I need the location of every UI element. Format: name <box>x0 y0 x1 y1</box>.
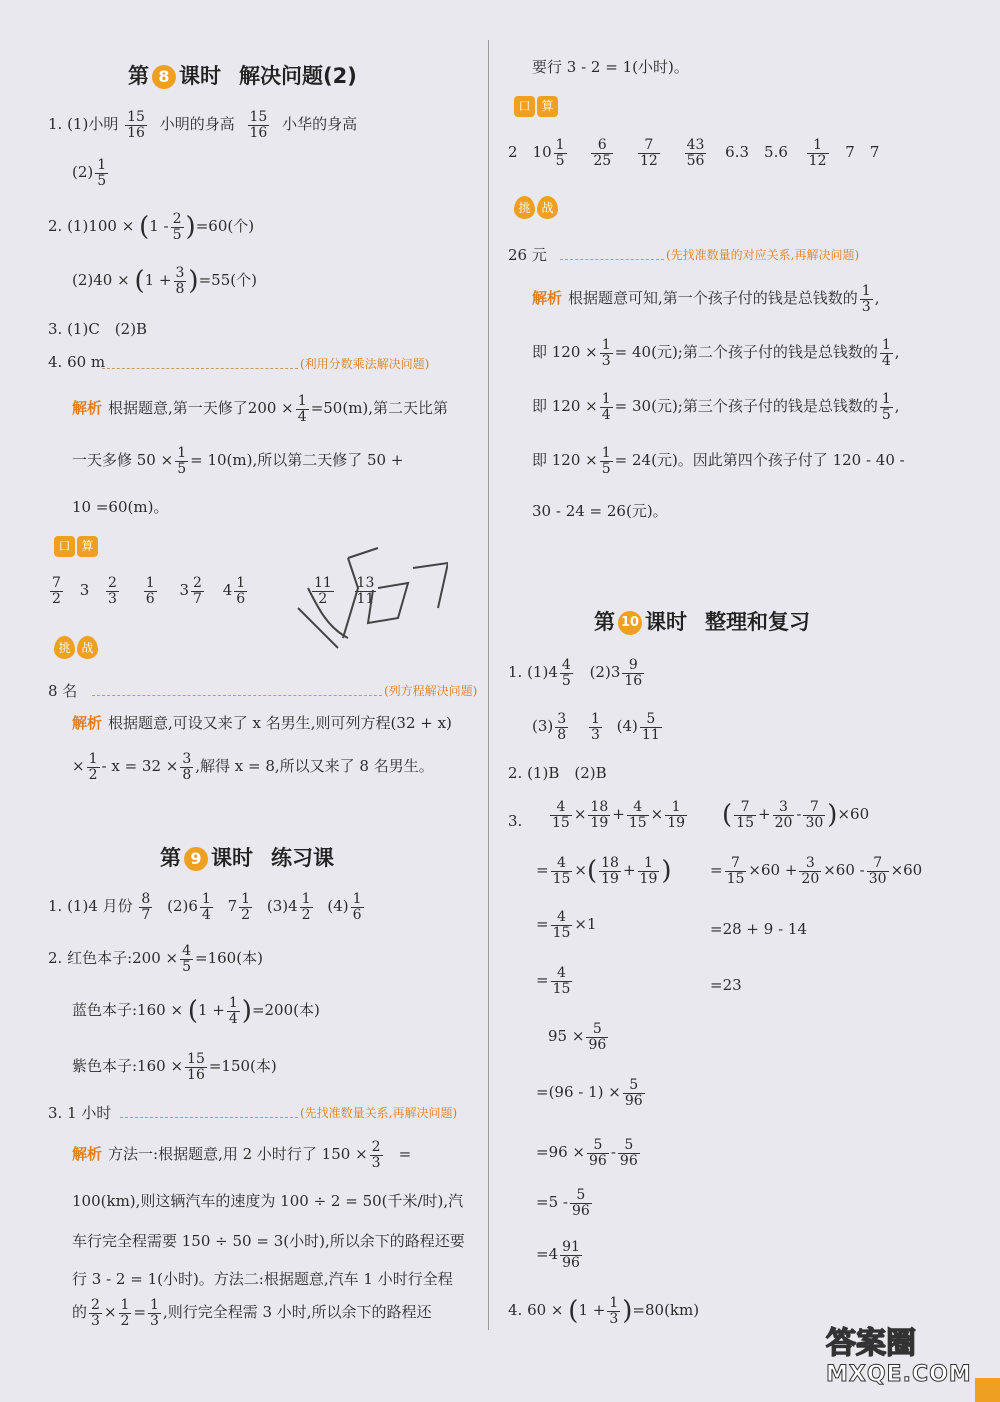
l10-expr2-left: = $\frac{4}{15}$ ×( $\frac{18}{19}$ + $\frac{1}{19}$ ) <box>536 855 672 887</box>
l10-expr8: =5 - $\frac{5}{96}$ <box>536 1187 590 1219</box>
rt-tz-hint: (先找准数量的对应关系,再解决问题) <box>666 248 860 262</box>
l10-expr1-right: ( $\frac{7}{15}$ + $\frac{3}{20}$ - $\frac{7}{30}$ )×60 <box>722 799 870 831</box>
l8-q4-line2: 一天多修 50 × $\frac{1}{5}$ = 10(m),所以第二天修了 50 + <box>72 445 404 477</box>
l8-tz-answer: 8 名 <box>48 682 78 700</box>
l9-q3: 3. 1 小时 <box>48 1104 112 1122</box>
l9-q3-line3: 车行完全程需要 150 ÷ 50 = 3(小时),所以余下的路程还要 <box>72 1232 465 1250</box>
lesson9-heading: 第 9 课时 练习课 <box>160 846 334 870</box>
l10-q2: 2. (1)B (2)B <box>508 764 607 782</box>
l10-expr4-left: = $\frac{4}{15}$ <box>536 965 571 997</box>
l10-q1b: (3) $\frac{3}{8}$ $\frac{1}{3}$ (4) $\frac{5}{11}$ <box>532 711 660 743</box>
l8-q4-line3: 10 =60(m)。 <box>72 498 169 516</box>
heading-prefix: 第 <box>128 64 149 88</box>
tiaozhan-badge-2: 挑 战 <box>514 196 558 219</box>
l10-expr7: =96 × $\frac{5}{96}$ - $\frac{5}{96}$ <box>536 1137 638 1169</box>
l10-expr3-left: = $\frac{4}{15}$ ×1 <box>536 909 597 941</box>
l8-q3: 3. (1)C (2)B <box>48 320 148 338</box>
l8-q4-line1: 解析 根据题意,第一天修了200 × $\frac{1}{4}$ =50(m),第二天比第 <box>72 393 449 425</box>
handwriting-scribble <box>248 528 448 678</box>
l10-expr6: =(96 - 1) × $\frac{5}{96}$ <box>536 1077 643 1109</box>
l10-expr2-right: = $\frac{7}{15}$ ×60 + $\frac{3}{20}$ ×60 - $\frac{7}{30}$ ×60 <box>710 855 923 887</box>
l10-q4: 4. 60 × (1 + $\frac{1}{3}$ )=80(km) <box>508 1295 700 1327</box>
l10-q3-label: 3. <box>508 812 523 830</box>
column-divider <box>488 40 489 1330</box>
l8-tz-hint: (列方程解决问题) <box>384 684 478 698</box>
l10-expr9: =4 $\frac{91}{96}$ <box>536 1239 580 1271</box>
l8-q1b: (2) $\frac{1}{5}$ <box>72 157 107 189</box>
l9-q3-line5: 的 $\frac{2}{3}$ × $\frac{1}{2}$ = $\frac{1}{3}$ ,则行完全程需 3 小时,所以余下的路程还 <box>72 1297 432 1329</box>
page-corner-tab <box>975 1378 1000 1402</box>
l9-q1: 1. (1)4 月份 $\frac{8}{7}$ (2)6 $\frac{1}{4}$ 7 $\frac{1}{2}$ (3)4 $\frac{1}{2}$ (4) $\frac{1}{6}$ <box>48 891 362 923</box>
l8-tz-line1: 解析 根据题意,可设又来了 x 名男生,则可列方程(32 + x) <box>72 714 452 732</box>
rt-tz-answer: 26 元 <box>508 246 547 264</box>
l8-q4: 4. 60 m <box>48 353 106 371</box>
l10-expr4-right: =23 <box>710 976 742 994</box>
l8-q4-hint: (利用分数乘法解决问题) <box>300 357 430 371</box>
l10-q1a: 1. (1)4 $\frac{4}{5}$ (2)3 $\frac{9}{16}$ <box>508 657 643 689</box>
l8-q1a: 1. (1)小明 $\frac{15}{16}$ 小明的身高 $\frac{15}{16}$ 小华的身高 <box>48 109 358 141</box>
rt-line2: 即 120 × $\frac{1}{3}$ = 40(元);第二个孩子付的钱是总钱数的 $\frac{1}{4}$ , <box>532 337 900 369</box>
lesson8-title: 解决问题(2) <box>239 64 357 88</box>
lesson-number-badge: 8 <box>152 65 176 89</box>
l10-expr5: 95 × $\frac{5}{96}$ <box>548 1021 607 1053</box>
rt-kousuan-answers: 2 10 $\frac{1}{5}$ $\frac{6}{25}$ $\frac{7}{12}$ $\frac{43}{56}$ 6.3 5.6 $\frac{1}{12}$ 7 7 <box>508 137 880 169</box>
l9-q3-line4: 行 3 - 2 = 1(小时)。方法二:根据题意,汽车 1 小时行全程 <box>72 1270 453 1288</box>
l8-q2a: 2. (1)100 × (1 - $\frac{2}{5}$ )=60(个) <box>48 211 255 243</box>
kousuan-badge-2: 口 算 <box>514 96 558 117</box>
l8-tz-line2: × $\frac{1}{2}$ - x = 32 × $\frac{3}{8}$ ,解得 x = 8,所以又来了 8 名男生。 <box>72 751 434 783</box>
l9-q3-hint: (先找准数量关系,再解决问题) <box>300 1106 458 1120</box>
tiaozhan-badge: 挑 战 <box>54 636 98 659</box>
l9-q3-line2: 100(km),则这辆汽车的速度为 100 ÷ 2 = 50(千米/时),汽 <box>72 1192 464 1210</box>
rt-line1: 解析 根据题意可知,第一个孩子付的钱是总钱数的 $\frac{1}{3}$ , <box>532 283 880 315</box>
rt-line3: 即 120 × $\frac{1}{4}$ = 30(元);第三个孩子付的钱是总钱数的 $\frac{1}{5}$ , <box>532 391 900 423</box>
fraction: $\frac{15}{16}$ <box>127 109 145 141</box>
fraction: $\frac{15}{16}$ <box>249 109 268 141</box>
l8-q2b: (2)40 × (1 + $\frac{3}{8}$ )=55(个) <box>72 265 257 297</box>
watermark-stamp: 答案圈 MXQE.COM <box>826 1326 972 1387</box>
lesson10-heading: 第 10 课时 整理和复习 <box>594 610 810 634</box>
rt-line5: 30 - 24 = 26(元)。 <box>532 502 668 520</box>
rt-line4: 即 120 × $\frac{1}{5}$ = 24(元)。因此第四个孩子付了 120 - 40 - <box>532 445 905 477</box>
lesson8-heading <box>128 60 357 90</box>
l9-q2-line3: 紫色本子:160 × $\frac{15}{16}$ =150(本) <box>72 1051 277 1083</box>
l10-expr1-left: $\frac{4}{15}$ × $\frac{18}{19}$ + $\frac{4}{15}$ × $\frac{1}{19}$ <box>552 799 686 831</box>
rt-continuation: 要行 3 - 2 = 1(小时)。 <box>532 58 689 76</box>
l9-q2-line1: 2. 红色本子:200 × $\frac{4}{5}$ =160(本) <box>48 943 263 975</box>
l8-kousuan-answers: $\frac{7}{2}$ 3 $\frac{2}{3}$ $\frac{1}{6}$ 3 $\frac{2}{7}$ 4 $\frac{1}{6}$ $\frac{11}{2}$ $\frac{13}{11}$ <box>52 575 375 607</box>
l10-expr3-right: =28 + 9 - 14 <box>710 920 807 938</box>
l9-q3-line1: 解析 方法一:根据题意,用 2 小时行了 150 × $\frac{2}{3}$ = <box>72 1139 412 1171</box>
kousuan-badge: 口 算 <box>54 536 98 557</box>
l9-q2-line2: 蓝色本子:160 × (1 + $\frac{1}{4}$ )=200(本) <box>72 995 320 1027</box>
heading-word: 课时 <box>179 64 221 88</box>
